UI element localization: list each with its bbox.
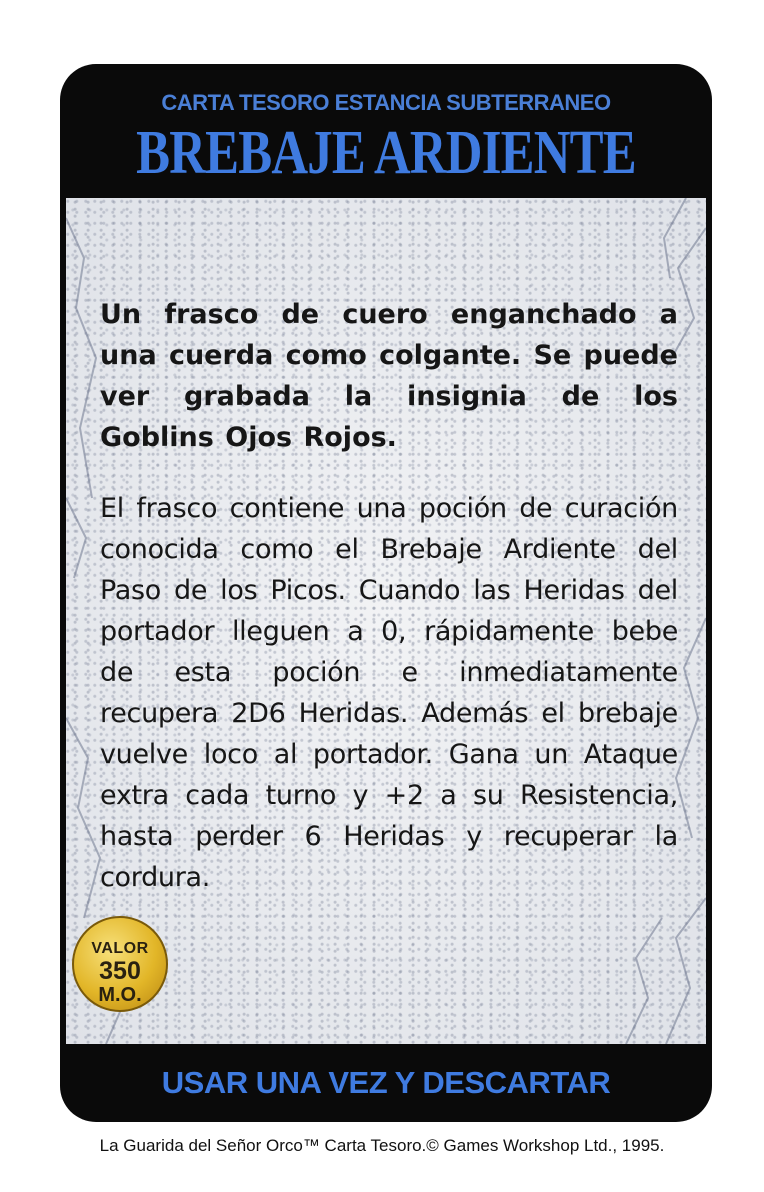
value-amount: 350 — [99, 957, 141, 985]
card-text-panel — [66, 198, 706, 1044]
value-unit: M.O. — [98, 984, 142, 1006]
card-title: BREBAJE ARDIENTE — [136, 119, 636, 187]
value-label: VALOR — [91, 940, 149, 957]
card-type-line: CARTA TESORO ESTANCIA SUBTERRANEO — [161, 90, 611, 115]
card-header — [60, 64, 712, 198]
value-coin-icon — [72, 916, 168, 1012]
copyright-notice: La Guarida del Señor Orco™ Carta Tesoro.© Games Workshop Ltd., 1995. — [99, 1136, 665, 1155]
card-intro-text: Un frasco de cuero enganchado a una cuerda como colgante. Se puede ver grabada la insignia de los Goblins Ojos Rojos. — [100, 299, 678, 453]
card-rules-text: El frasco contiene una poción de curación conocida como el Brebaje Ardiente del Paso de los Picos. Cuando las Heridas del portador lleguen a 0, rápidamente bebe de esta poción e inmediatamente recupera 2D6 Heridas. Además el brebaje vuelve loco al portador. Gana un Ataque extra cada turno y +2 a su Resistencia, hasta perder 6 Heridas y recuperar la cordura. — [100, 493, 678, 893]
card-footer-instruction: USAR UNA VEZ Y DESCARTAR — [161, 1065, 611, 1100]
